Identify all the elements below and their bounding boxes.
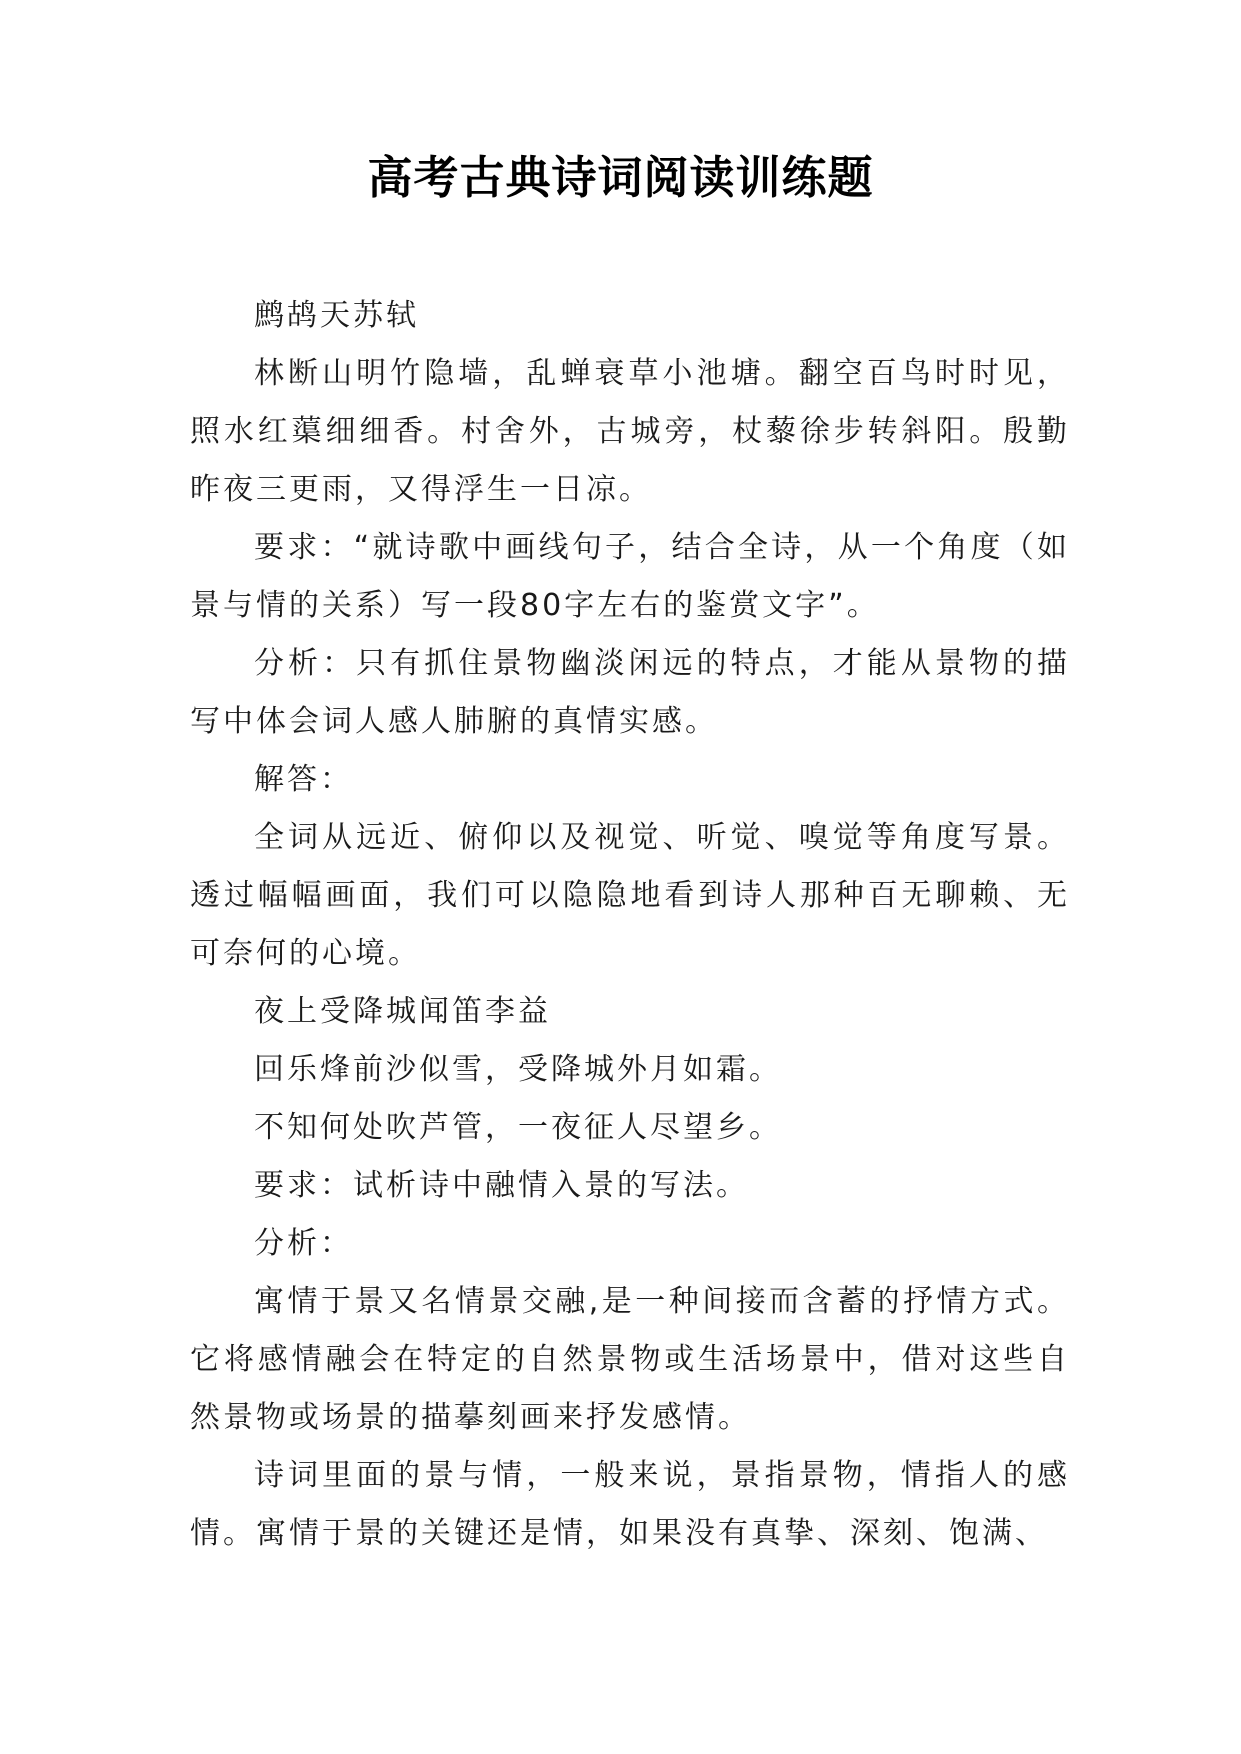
poem-title: 鹧鸪天苏轼	[254, 298, 419, 333]
answer-paragraph: 全词从远近、俯仰以及视觉、听觉、嗅觉等角度写景。透过幅幅画面，我们可以隐隐地看到诗人那种百无聊赖、无可奈何的心境。	[190, 820, 1070, 971]
poem-title: 夜上受降城闻笛李益	[254, 994, 551, 1029]
poem-text: 林断山明竹隐墙，乱蝉衰草小池塘。翻空百鸟时时见，照水红蕖细细香。村舍外，古城旁，杖藜徐步转斜阳。殷勤昨夜三更雨，又得浮生一日凉。	[190, 356, 1070, 507]
document-body	[190, 287, 1070, 1563]
analysis-paragraph: 分析：只有抓住景物幽淡闲远的特点，才能从景物的描写中体会词人感人肺腑的真情实感。	[190, 646, 1070, 739]
analysis-paragraph: 诗词里面的景与情，一般来说，景指景物，情指人的感情。寓情于景的关键还是情，如果没有真挚、深刻、饱满、	[190, 1458, 1070, 1551]
question-requirement: 要求：试析诗中融情入景的写法。	[254, 1168, 749, 1203]
document-title: 高考古典诗词阅读训练题	[367, 151, 874, 204]
analysis-heading: 分析：	[254, 1226, 353, 1261]
analysis-paragraph: 寓情于景又名情景交融,是一种间接而含蓄的抒情方式。它将感情融会在特定的自然景物或生活场景中，借对这些自然景物或场景的描摹刻画来抒发感情。	[190, 1284, 1070, 1435]
question-requirement: 要求：“就诗歌中画线句子，结合全诗，从一个角度（如景与情的关系）写一段80字左右的鉴赏文字”。	[190, 530, 1070, 623]
answer-heading: 解答：	[254, 762, 353, 797]
poem-line: 不知何处吹芦管，一夜征人尽望乡。	[254, 1110, 782, 1145]
poem-line: 回乐烽前沙似雪，受降城外月如霜。	[254, 1052, 782, 1087]
